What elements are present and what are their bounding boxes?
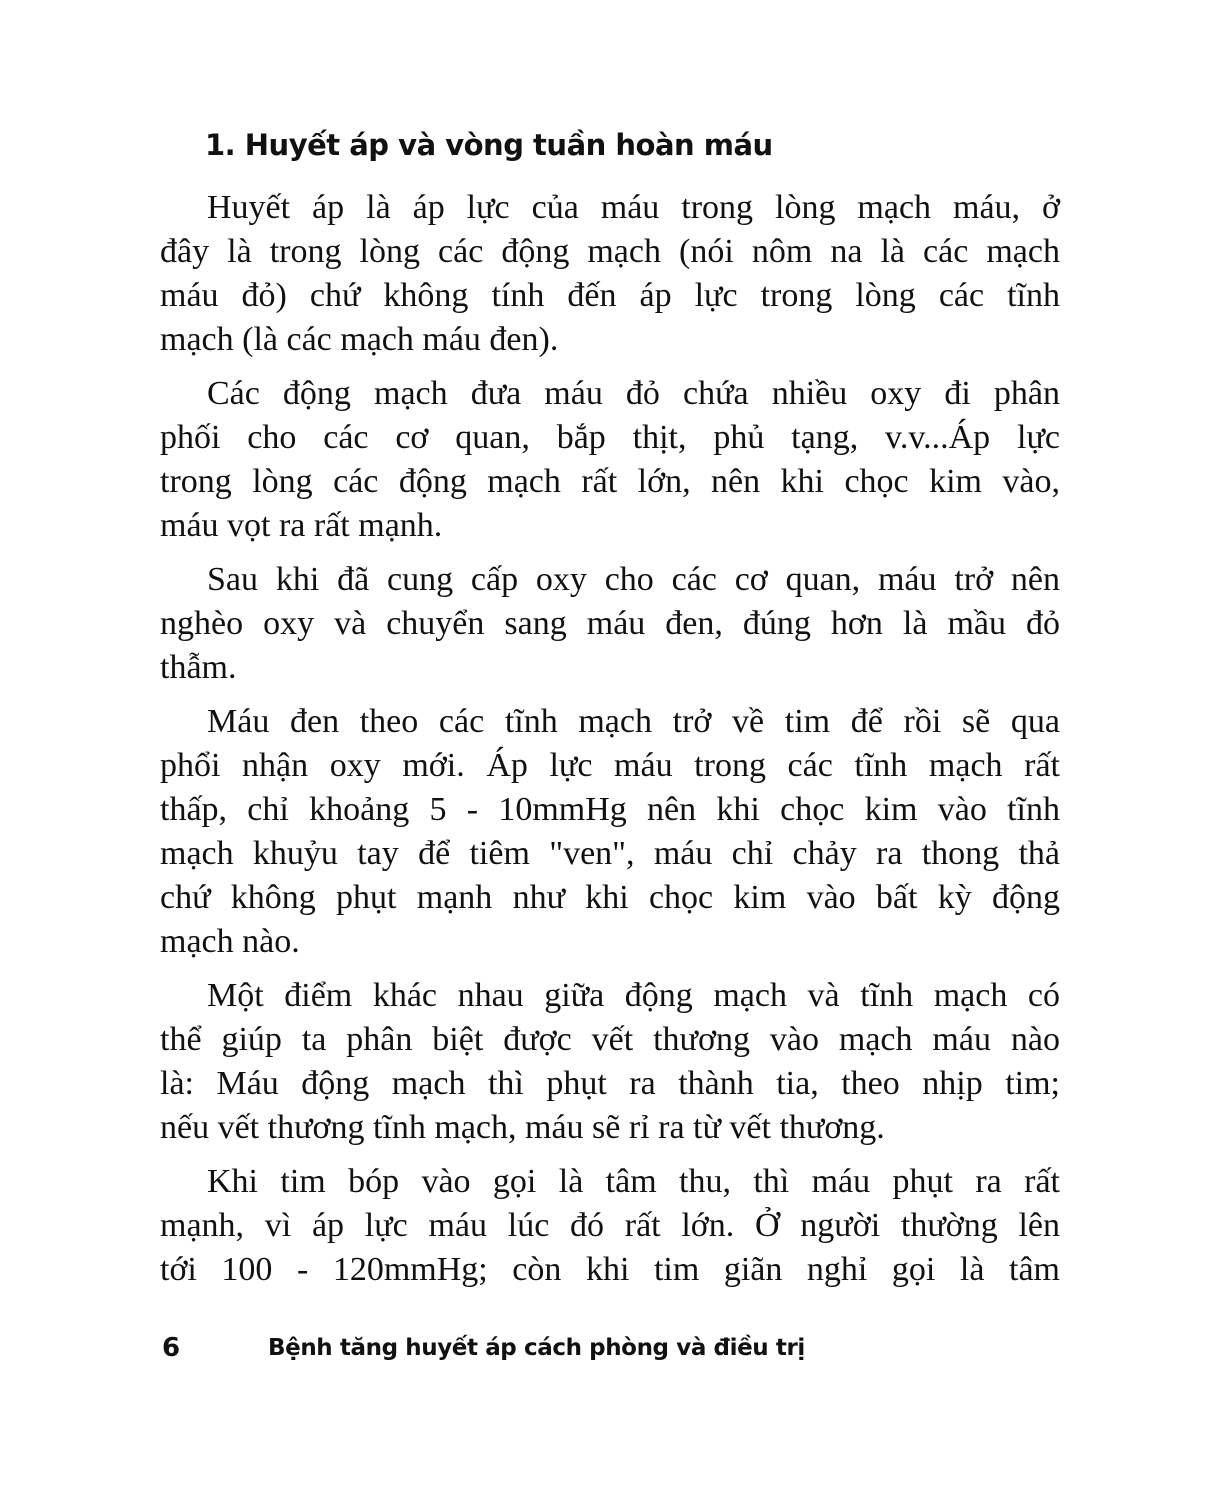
text-line: mạnh, vì áp lực máu lúc đó rất lớn. Ở người thường lên (160, 1207, 1060, 1244)
text-line: mạch (là các mạch máu đen). (160, 321, 559, 358)
text-line: phổi nhận oxy mới. Áp lực máu trong các tĩnh mạch rất (160, 747, 1060, 784)
text-line: đây là trong lòng các động mạch (nói nôm na là các mạch (160, 233, 1060, 270)
text-line: phối cho các cơ quan, bắp thịt, phủ tạng, v.v...Áp lực (160, 419, 1060, 456)
text-line: Các động mạch đưa máu đỏ chứa nhiều oxy đi phân (207, 375, 1060, 412)
text-line: tới 100 - 120mmHg; còn khi tim giãn nghỉ gọi là tâm (160, 1251, 1060, 1288)
text-line: Một điểm khác nhau giữa động mạch và tĩnh mạch có (207, 977, 1060, 1014)
text-line: Khi tim bóp vào gọi là tâm thu, thì máu phụt ra rất (207, 1163, 1060, 1200)
text-line: nghèo oxy và chuyển sang máu đen, đúng hơn là mầu đỏ (160, 605, 1060, 642)
text-line: mạch nào. (160, 923, 300, 960)
section-heading: 1. Huyết áp và vòng tuần hoàn máu (205, 128, 773, 162)
text-line: máu vọt ra rất mạnh. (160, 507, 443, 544)
text-line: mạch khuỷu tay để tiêm "ven", máu chỉ chảy ra thong thả (160, 835, 1060, 872)
text-line: Máu đen theo các tĩnh mạch trở về tim để rồi sẽ qua (207, 703, 1060, 740)
text-line: là: Máu động mạch thì phụt ra thành tia, theo nhịp tim; (160, 1065, 1060, 1102)
text-line: thể giúp ta phân biệt được vết thương vào mạch máu nào (160, 1021, 1060, 1058)
text-line: Sau khi đã cung cấp oxy cho các cơ quan, máu trở nên (207, 561, 1060, 598)
text-line: trong lòng các động mạch rất lớn, nên khi chọc kim vào, (160, 463, 1060, 500)
text-line: Huyết áp là áp lực của máu trong lòng mạch máu, ở (207, 189, 1060, 226)
text-line: nếu vết thương tĩnh mạch, máu sẽ rỉ ra từ vết thương. (160, 1109, 885, 1146)
text-line: thẫm. (160, 649, 237, 686)
running-footer-title: Bệnh tăng huyết áp cách phòng và điều trị (268, 1335, 805, 1361)
text-line: thấp, chỉ khoảng 5 - 10mmHg nên khi chọc kim vào tĩnh (160, 791, 1060, 828)
text-line: chứ không phụt mạnh như khi chọc kim vào bất kỳ động (160, 879, 1060, 916)
page-number: 6 (162, 1333, 181, 1363)
text-line: máu đỏ) chứ không tính đến áp lực trong lòng các tĩnh (160, 277, 1060, 314)
